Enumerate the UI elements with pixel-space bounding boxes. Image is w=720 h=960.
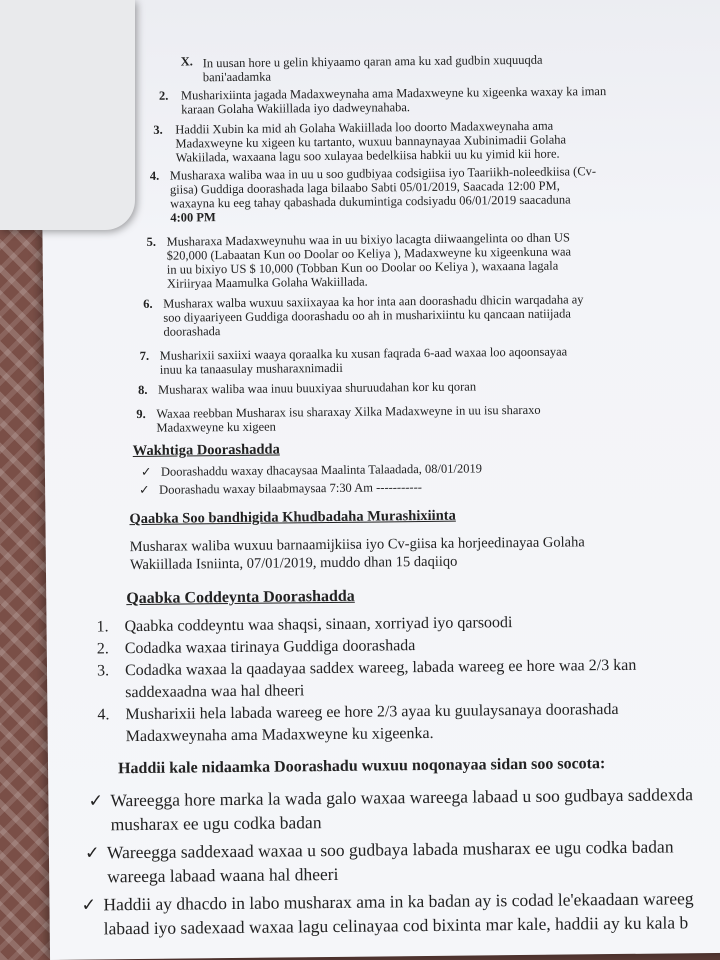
list-line: 4:00 PM: [170, 210, 216, 225]
list-line: in uu bixiyo US $ 10,000 (Tobban Kun oo Doolar oo Keliya ), waxaana lagala: [166, 258, 559, 277]
list-marker: 2.: [96, 640, 109, 658]
speech-line: Musharax waliba wuxuu barnaamijkiisa iyo Cv-giisa ka horjeedinayaa Golaha: [129, 534, 585, 556]
check-icon: ✓: [140, 464, 152, 479]
list-line: Wakiilada, waxaana lagu soo xulayaa bedelkiisa habkii uu ku yimid kii hore.: [175, 146, 560, 165]
section-heading-procedure: Haddii kale nidaamka Doorashadu wuxuu noqonayaa sidan soo socota:: [117, 755, 606, 778]
time-item: Doorashadu waxay bilaabmaysaa 7:30 Am -----------: [159, 480, 422, 497]
section-heading-time: Wakhtiga Doorashadda: [132, 441, 280, 460]
time-item: Doorashaddu waxay dhacaysaa Maalinta Talaadada, 08/01/2019: [160, 461, 483, 479]
check-icon: ✓: [84, 842, 100, 863]
section-heading-voting: Qaabka Coddeynta Doorashadda: [126, 587, 355, 608]
voting-line: Musharixii hela labada wareeg ee hore 2/3 ayaa ku guulaysanaya doorashada: [125, 700, 619, 724]
section-heading-speech: Qaabka Soo bandhigida Khudbadaha Murashixiinta: [129, 507, 456, 528]
list-line: bani'aadamka: [202, 69, 272, 85]
speech-line: Wakiillada Isniinta, 07/01/2019, muddo dhan 15 daqiiqo: [129, 553, 458, 574]
voting-line: Codadka waxaa tirinaya Guddiga doorashada: [124, 637, 416, 658]
list-line: Musharaxa waliba waa in uu u soo gudbiyaa codsigiisa iyo Taariikh-noleedkiisa (Cv-: [169, 164, 597, 183]
list-line: waxayna ku eeg tahay qabashada dukumintiga codsiyadu 06/01/2019 saacaduna: [170, 192, 571, 211]
list-marker: 8.: [138, 382, 148, 397]
list-marker: 3.: [96, 662, 110, 680]
list-marker: 1.: [96, 618, 109, 636]
procedure-line: Wareegga saddexaad waxaa u soo gudbaya labada musharax ee ugu codka badan: [106, 836, 674, 863]
list-line: Musharixiinta jagada Madaxweynaha ama Madaxweyne ku xigeenka waxay ka iman: [180, 84, 607, 103]
folded-page-corner: [0, 0, 135, 230]
list-marker: 2.: [158, 88, 169, 103]
procedure-line: wareega labaad waana hal dheeri: [107, 863, 339, 887]
list-line: Xiriiryaa Maamulka Golaha Wakiillada.: [166, 274, 368, 291]
list-marker: 7.: [139, 348, 150, 363]
list-line: Madaxweyne ku xigeen ku tartanto, wuxuu bannaynayaa Xubinimadii Golaha: [175, 132, 567, 151]
list-line: Musharaxa Madaxweynuhu waa in uu bixiyo lacagta diiwaangelinta oo dhan US: [166, 230, 570, 249]
procedure-line: labaad iyo sadexaad waxaa lagu celinayaa cod bixinta mar kale, haddii ay ku kala b: [103, 912, 689, 939]
document-page: [40, 0, 720, 960]
list-marker: X.: [180, 54, 193, 69]
check-icon: ✓: [81, 894, 97, 915]
voting-line: Codadka waxaa la qaadayaa saddex wareeg, labada wareeg ee hore waa 2/3 kan: [124, 656, 637, 680]
procedure-line: musharax ee ugu codka badan: [110, 812, 322, 835]
list-line: giisa) Guddiga doorashada laga bilaabo Sabti 05/01/2019, Saacada 12:00 PM,: [169, 178, 560, 197]
list-line: karaan Golaha Wakiillada iyo dadweynahaba.: [181, 100, 411, 117]
check-icon: ✓: [88, 790, 104, 811]
check-icon: ✓: [139, 482, 150, 497]
list-line: Madaxweyne ku xigeen: [156, 419, 276, 435]
procedure-line: Haddii ay dhacdo in labo musharax ama in ka badan ay is codad le'ekaadaan wareeg: [103, 888, 694, 915]
list-line: Waxaa reebban Musharax isu sharaxay Xilka Madaxweyne in uu isu sharaxo: [156, 402, 541, 421]
list-line: Musharixii saxiixi waaya qoraalka ku xusan faqrada 6-aad waxaa loo aqoonsayaa: [159, 344, 568, 363]
list-line: Musharax waliba waa inuu buuxiyaa shuruudahan kor ku qoran: [158, 379, 477, 397]
voting-line: Madaxweynaha ama Madaxweyne ku xigeenka.: [125, 724, 434, 746]
list-line: Haddii Xubin ka mid ah Golaha Wakiillada loo doorto Madaxweynaha ama: [175, 118, 554, 137]
procedure-line: Wareegga hore marka la wada galo waxaa wareega labaad u soo gudbaya saddexda: [110, 784, 694, 811]
list-line: soo diyaariyeen Guddiga doorashadu oo ah in musharixiintu ku qancaan natiijada: [163, 306, 571, 325]
list-marker: 5.: [146, 234, 156, 249]
voting-line: saddexaadna waa hal dheeri: [125, 682, 305, 702]
list-marker: 4.: [149, 168, 160, 183]
list-line: $20,000 (Labaatan Kun oo Doolar oo Keliya ), Madaxweyne ku xigeenkuna waa: [166, 244, 572, 263]
list-marker: 4.: [97, 706, 110, 724]
list-line: In uusan hore u gelin khiyaamo qaran ama ku xad gudbin xuquuqda: [202, 52, 543, 71]
list-marker: 6.: [143, 296, 153, 311]
list-marker: 3.: [153, 122, 163, 137]
voting-line: Qaabka coddeyntu waa shaqsi, sinaan, xorriyad iyo qarsoodi: [124, 614, 513, 636]
list-line: doorashada: [163, 324, 221, 339]
list-line: Musharax walba wuxuu saxiixayaa ka hor inta aan doorashadu dhicin warqadaha ay: [163, 292, 584, 311]
list-line: inuu ka tanaasulay musharaxnimadii: [159, 360, 343, 377]
list-marker: 9.: [136, 406, 146, 422]
